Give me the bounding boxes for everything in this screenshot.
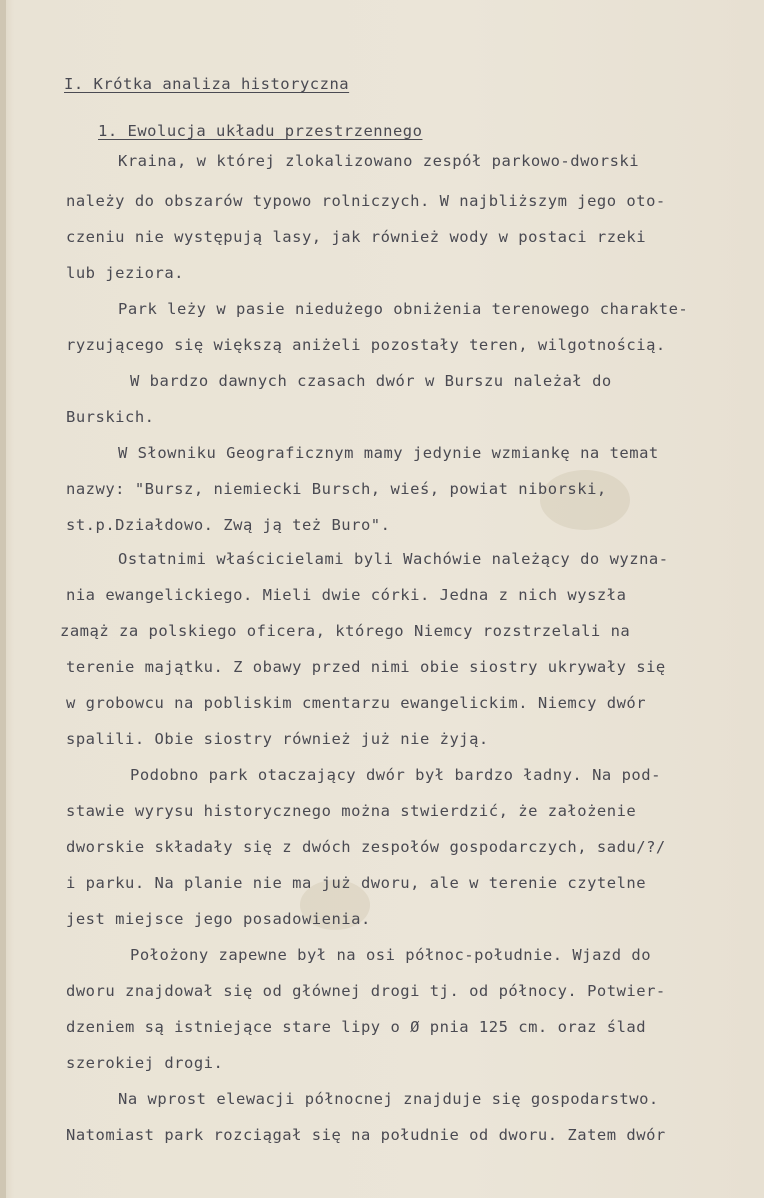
text-line: Kraina, w której zlokalizowano zespół parkowo-dworski	[118, 152, 640, 170]
section-heading: I. Krótka analiza historyczna	[64, 75, 350, 93]
text-line: dzeniem są istniejące stare lipy o Ø pnia 125 cm. oraz ślad	[66, 1018, 647, 1036]
text-line: i parku. Na planie nie ma już dworu, ale w terenie czytelne	[66, 874, 647, 892]
text-line: zamąż za polskiego oficera, którego Niemcy rozstrzelali na	[60, 622, 631, 640]
text-line: szerokiej drogi.	[66, 1054, 224, 1072]
text-line: Podobno park otaczający dwór był bardzo ładny. Na pod-	[130, 766, 661, 784]
text-line: Natomiast park rozciągał się na południe od dworu. Zatem dwór	[66, 1126, 666, 1144]
text-line: Na wprost elewacji północnej znajduje się gospodarstwo.	[118, 1090, 659, 1108]
text-line: W bardzo dawnych czasach dwór w Burszu należał do	[130, 372, 612, 390]
text-line: Położony zapewne był na osi północ-południe. Wjazd do	[130, 946, 652, 964]
text-line: w grobowcu na pobliskim cmentarzu ewangelickim. Niemcy dwór	[66, 694, 647, 712]
text-line: czeniu nie występują lasy, jak również wody w postaci rzeki	[66, 228, 647, 246]
text-line: stawie wyrysu historycznego można stwierdzić, że założenie	[66, 802, 637, 820]
text-line: ryzującego się większą aniżeli pozostały teren, wilgotnością.	[66, 336, 666, 354]
text-line: dworskie składały się z dwóch zespołów gospodarczych, sadu/?/	[66, 838, 666, 856]
page-edge-shadow	[0, 0, 6, 1198]
text-line: dworu znajdował się od głównej drogi tj. od północy. Potwier-	[66, 982, 666, 1000]
text-line: nazwy: "Bursz, niemiecki Bursch, wieś, powiat niborski,	[66, 480, 607, 498]
text-line: Ostatnimi właścicielami byli Wachówie należący do wyzna-	[118, 550, 669, 568]
text-line: Burskich.	[66, 408, 155, 426]
text-line: terenie majątku. Z obawy przed nimi obie siostry ukrywały się	[66, 658, 666, 676]
subsection-heading: 1. Ewolucja układu przestrzennego	[98, 122, 423, 140]
text-line: nia ewangelickiego. Mieli dwie córki. Jedna z nich wyszła	[66, 586, 627, 604]
text-line: W Słowniku Geograficznym mamy jedynie wzmiankę na temat	[118, 444, 659, 462]
text-line: jest miejsce jego posadowienia.	[66, 910, 371, 928]
text-line: st.p.Działdowo. Zwą ją też Buro".	[66, 516, 391, 534]
text-line: Park leży w pasie niedużego obniżenia terenowego charakte-	[118, 300, 689, 318]
text-line: spalili. Obie siostry również już nie żyją.	[66, 730, 489, 748]
text-line: lub jeziora.	[66, 264, 184, 282]
text-line: należy do obszarów typowo rolniczych. W najbliższym jego oto-	[66, 192, 666, 210]
